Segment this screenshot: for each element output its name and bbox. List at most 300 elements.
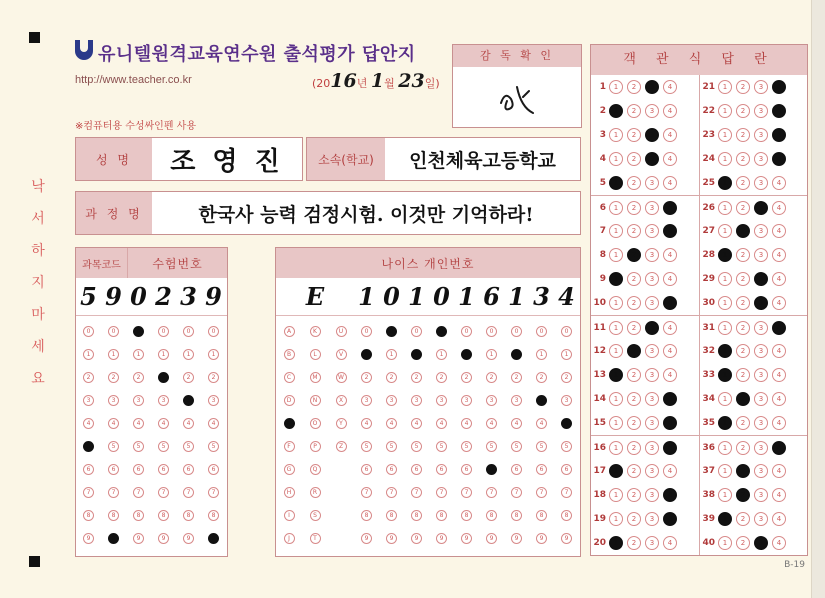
answer-bubble[interactable]: 1 (718, 416, 732, 430)
answer-bubble[interactable]: 2 (627, 224, 641, 238)
letter-bubble[interactable]: X (336, 395, 347, 406)
answer-bubble[interactable]: 1 (609, 441, 623, 455)
digit-bubble[interactable]: 4 (133, 418, 144, 429)
digit-bubble[interactable]: 5 (411, 441, 422, 452)
digit-bubble[interactable]: 3 (486, 395, 497, 406)
answer-bubble[interactable]: 2 (736, 296, 750, 310)
digit-bubble[interactable]: 2 (361, 372, 372, 383)
answer-bubble[interactable]: 2 (736, 176, 750, 190)
digit-bubble[interactable]: 4 (158, 418, 169, 429)
answer-bubble[interactable]: 2 (627, 272, 641, 286)
digit-bubble[interactable]: 2 (411, 372, 422, 383)
answer-bubble[interactable]: 4 (772, 128, 786, 142)
letter-bubble[interactable]: D (284, 395, 295, 406)
answer-bubble[interactable]: 3 (645, 488, 659, 502)
answer-bubble[interactable]: 4 (772, 344, 786, 358)
digit-bubble[interactable]: 7 (361, 487, 372, 498)
digit-bubble[interactable]: 7 (83, 487, 94, 498)
digit-bubble[interactable]: 3 (158, 395, 169, 406)
answer-bubble[interactable]: 4 (663, 176, 677, 190)
answer-bubble[interactable]: 4 (663, 224, 677, 238)
digit-bubble[interactable]: 3 (436, 395, 447, 406)
digit-bubble[interactable]: 6 (183, 464, 194, 475)
answer-bubble[interactable]: 3 (754, 80, 768, 94)
answer-bubble[interactable]: 4 (663, 104, 677, 118)
answer-bubble[interactable]: 3 (754, 224, 768, 238)
answer-bubble[interactable]: 4 (772, 488, 786, 502)
answer-bubble[interactable]: 4 (663, 536, 677, 550)
letter-bubble[interactable]: W (336, 372, 347, 383)
digit-bubble[interactable]: 4 (386, 418, 397, 429)
digit-bubble[interactable]: 0 (511, 326, 522, 337)
answer-bubble[interactable]: 3 (754, 344, 768, 358)
digit-bubble[interactable]: 4 (436, 418, 447, 429)
digit-bubble[interactable]: 2 (158, 372, 169, 383)
digit-bubble[interactable]: 4 (108, 418, 119, 429)
answer-bubble[interactable]: 2 (736, 416, 750, 430)
digit-bubble[interactable]: 9 (83, 533, 94, 544)
answer-bubble[interactable]: 1 (718, 296, 732, 310)
answer-bubble[interactable]: 2 (627, 368, 641, 382)
letter-bubble[interactable]: C (284, 372, 295, 383)
digit-bubble[interactable]: 1 (83, 349, 94, 360)
digit-bubble[interactable]: 0 (361, 326, 372, 337)
answer-bubble[interactable]: 1 (609, 368, 623, 382)
answer-bubble[interactable]: 1 (609, 464, 623, 478)
digit-bubble[interactable]: 8 (536, 510, 547, 521)
letter-bubble[interactable]: M (310, 372, 321, 383)
answer-bubble[interactable]: 2 (627, 344, 641, 358)
answer-bubble[interactable]: 2 (736, 321, 750, 335)
answer-bubble[interactable]: 4 (772, 201, 786, 215)
answer-bubble[interactable]: 1 (609, 176, 623, 190)
digit-bubble[interactable]: 5 (386, 441, 397, 452)
digit-bubble[interactable]: 7 (486, 487, 497, 498)
digit-bubble[interactable]: 7 (461, 487, 472, 498)
letter-bubble[interactable]: Q (310, 464, 321, 475)
digit-bubble[interactable]: 6 (411, 464, 422, 475)
digit-bubble[interactable]: 2 (436, 372, 447, 383)
digit-bubble[interactable]: 0 (561, 326, 572, 337)
answer-bubble[interactable]: 3 (645, 296, 659, 310)
answer-bubble[interactable]: 1 (609, 224, 623, 238)
digit-bubble[interactable]: 5 (486, 441, 497, 452)
digit-bubble[interactable]: 3 (361, 395, 372, 406)
answer-bubble[interactable]: 3 (754, 201, 768, 215)
digit-bubble[interactable]: 0 (386, 326, 397, 337)
digit-bubble[interactable]: 4 (486, 418, 497, 429)
answer-bubble[interactable]: 4 (663, 128, 677, 142)
digit-bubble[interactable]: 0 (536, 326, 547, 337)
digit-bubble[interactable]: 9 (386, 533, 397, 544)
digit-bubble[interactable]: 3 (108, 395, 119, 406)
digit-bubble[interactable]: 0 (183, 326, 194, 337)
digit-bubble[interactable]: 8 (83, 510, 94, 521)
answer-bubble[interactable]: 4 (772, 80, 786, 94)
answer-bubble[interactable]: 4 (663, 152, 677, 166)
digit-bubble[interactable]: 2 (83, 372, 94, 383)
answer-bubble[interactable]: 2 (736, 441, 750, 455)
digit-bubble[interactable]: 3 (561, 395, 572, 406)
answer-bubble[interactable]: 1 (718, 441, 732, 455)
name-field[interactable] (75, 137, 303, 181)
answer-bubble[interactable]: 4 (772, 368, 786, 382)
digit-bubble[interactable]: 6 (133, 464, 144, 475)
digit-bubble[interactable]: 6 (461, 464, 472, 475)
digit-bubble[interactable]: 8 (208, 510, 219, 521)
answer-bubble[interactable]: 3 (645, 344, 659, 358)
answer-bubble[interactable]: 4 (772, 176, 786, 190)
digit-bubble[interactable]: 8 (133, 510, 144, 521)
digit-bubble[interactable]: 1 (386, 349, 397, 360)
letter-bubble[interactable]: K (310, 326, 321, 337)
digit-bubble[interactable]: 4 (511, 418, 522, 429)
letter-bubble[interactable]: F (284, 441, 295, 452)
answer-bubble[interactable]: 3 (645, 201, 659, 215)
digit-bubble[interactable]: 9 (183, 533, 194, 544)
answer-bubble[interactable]: 1 (718, 392, 732, 406)
digit-bubble[interactable]: 8 (386, 510, 397, 521)
digit-bubble[interactable]: 5 (108, 441, 119, 452)
answer-bubble[interactable]: 1 (609, 80, 623, 94)
answer-bubble[interactable]: 2 (627, 416, 641, 430)
digit-bubble[interactable]: 5 (158, 441, 169, 452)
answer-bubble[interactable]: 2 (627, 176, 641, 190)
digit-bubble[interactable]: 5 (536, 441, 547, 452)
digit-bubble[interactable]: 7 (411, 487, 422, 498)
answer-bubble[interactable]: 2 (627, 201, 641, 215)
answer-bubble[interactable]: 2 (736, 464, 750, 478)
answer-bubble[interactable]: 3 (754, 104, 768, 118)
answer-bubble[interactable]: 1 (718, 272, 732, 286)
digit-bubble[interactable]: 6 (486, 464, 497, 475)
answer-bubble[interactable]: 1 (609, 512, 623, 526)
digit-bubble[interactable]: 9 (461, 533, 472, 544)
letter-bubble[interactable]: R (310, 487, 321, 498)
digit-bubble[interactable]: 5 (436, 441, 447, 452)
digit-bubble[interactable]: 3 (386, 395, 397, 406)
digit-bubble[interactable]: 5 (183, 441, 194, 452)
answer-bubble[interactable]: 2 (627, 512, 641, 526)
digit-bubble[interactable]: 2 (561, 372, 572, 383)
answer-bubble[interactable]: 4 (663, 321, 677, 335)
answer-bubble[interactable]: 3 (645, 536, 659, 550)
answer-bubble[interactable]: 4 (772, 224, 786, 238)
answer-bubble[interactable]: 1 (718, 128, 732, 142)
digit-bubble[interactable]: 2 (133, 372, 144, 383)
digit-bubble[interactable]: 6 (561, 464, 572, 475)
digit-bubble[interactable]: 7 (208, 487, 219, 498)
digit-bubble[interactable]: 2 (208, 372, 219, 383)
letter-bubble[interactable]: A (284, 326, 295, 337)
digit-bubble[interactable]: 1 (436, 349, 447, 360)
answer-bubble[interactable]: 3 (754, 176, 768, 190)
answer-bubble[interactable]: 2 (736, 536, 750, 550)
digit-bubble[interactable]: 7 (183, 487, 194, 498)
letter-bubble[interactable]: G (284, 464, 295, 475)
letter-bubble[interactable]: T (310, 533, 321, 544)
answer-bubble[interactable]: 3 (645, 224, 659, 238)
digit-bubble[interactable]: 7 (108, 487, 119, 498)
answer-bubble[interactable]: 2 (736, 248, 750, 262)
answer-bubble[interactable]: 1 (718, 321, 732, 335)
answer-bubble[interactable]: 2 (627, 152, 641, 166)
digit-bubble[interactable]: 5 (133, 441, 144, 452)
digit-bubble[interactable]: 3 (133, 395, 144, 406)
digit-bubble[interactable]: 8 (411, 510, 422, 521)
answer-bubble[interactable]: 4 (663, 464, 677, 478)
digit-bubble[interactable]: 4 (461, 418, 472, 429)
answer-bubble[interactable]: 4 (772, 441, 786, 455)
answer-bubble[interactable]: 2 (736, 152, 750, 166)
digit-bubble[interactable]: 3 (208, 395, 219, 406)
digit-bubble[interactable]: 1 (461, 349, 472, 360)
answer-bubble[interactable]: 3 (645, 368, 659, 382)
answer-bubble[interactable]: 1 (718, 536, 732, 550)
digit-bubble[interactable]: 9 (486, 533, 497, 544)
answer-bubble[interactable]: 3 (645, 80, 659, 94)
digit-bubble[interactable]: 6 (536, 464, 547, 475)
digit-bubble[interactable]: 2 (461, 372, 472, 383)
digit-bubble[interactable]: 6 (83, 464, 94, 475)
answer-bubble[interactable]: 4 (772, 416, 786, 430)
digit-bubble[interactable]: 1 (486, 349, 497, 360)
answer-bubble[interactable]: 3 (645, 176, 659, 190)
date-month[interactable]: 1 (370, 70, 385, 92)
answer-bubble[interactable]: 4 (772, 248, 786, 262)
answer-bubble[interactable]: 3 (754, 441, 768, 455)
digit-bubble[interactable]: 9 (208, 533, 219, 544)
digit-bubble[interactable]: 0 (83, 326, 94, 337)
digit-bubble[interactable]: 1 (561, 349, 572, 360)
answer-bubble[interactable]: 2 (627, 104, 641, 118)
date-day[interactable]: 23 (398, 70, 425, 92)
answer-bubble[interactable]: 2 (627, 248, 641, 262)
answer-bubble[interactable]: 4 (772, 272, 786, 286)
digit-bubble[interactable]: 0 (133, 326, 144, 337)
digit-bubble[interactable]: 9 (436, 533, 447, 544)
answer-bubble[interactable]: 1 (718, 344, 732, 358)
answer-bubble[interactable]: 1 (718, 104, 732, 118)
digit-bubble[interactable]: 3 (511, 395, 522, 406)
answer-bubble[interactable]: 4 (663, 512, 677, 526)
digit-bubble[interactable]: 0 (108, 326, 119, 337)
digit-bubble[interactable]: 8 (511, 510, 522, 521)
answer-bubble[interactable]: 3 (754, 536, 768, 550)
answer-bubble[interactable]: 1 (718, 80, 732, 94)
digit-bubble[interactable]: 1 (536, 349, 547, 360)
answer-bubble[interactable]: 1 (718, 152, 732, 166)
digit-bubble[interactable]: 2 (386, 372, 397, 383)
answer-bubble[interactable]: 4 (663, 368, 677, 382)
answer-bubble[interactable]: 3 (645, 272, 659, 286)
digit-bubble[interactable]: 5 (511, 441, 522, 452)
letter-bubble[interactable]: V (336, 349, 347, 360)
digit-bubble[interactable]: 8 (108, 510, 119, 521)
answer-bubble[interactable]: 4 (663, 272, 677, 286)
digit-bubble[interactable]: 8 (158, 510, 169, 521)
digit-bubble[interactable]: 1 (133, 349, 144, 360)
answer-bubble[interactable]: 3 (754, 128, 768, 142)
answer-bubble[interactable]: 1 (609, 344, 623, 358)
answer-bubble[interactable]: 4 (663, 416, 677, 430)
letter-bubble[interactable]: H (284, 487, 295, 498)
digit-bubble[interactable]: 6 (386, 464, 397, 475)
digit-bubble[interactable]: 2 (108, 372, 119, 383)
answer-bubble[interactable]: 1 (609, 104, 623, 118)
answer-bubble[interactable]: 4 (772, 104, 786, 118)
digit-bubble[interactable]: 5 (83, 441, 94, 452)
answer-bubble[interactable]: 4 (663, 248, 677, 262)
answer-bubble[interactable]: 4 (772, 321, 786, 335)
answer-bubble[interactable]: 1 (609, 248, 623, 262)
digit-bubble[interactable]: 3 (83, 395, 94, 406)
answer-bubble[interactable]: 3 (645, 321, 659, 335)
school-field[interactable] (306, 137, 581, 181)
digit-bubble[interactable]: 4 (183, 418, 194, 429)
digit-bubble[interactable]: 6 (158, 464, 169, 475)
digit-bubble[interactable]: 1 (361, 349, 372, 360)
answer-bubble[interactable]: 1 (718, 512, 732, 526)
digit-bubble[interactable]: 7 (133, 487, 144, 498)
letter-bubble[interactable]: B (284, 349, 295, 360)
answer-bubble[interactable]: 4 (772, 512, 786, 526)
digit-bubble[interactable]: 2 (536, 372, 547, 383)
digit-bubble[interactable]: 6 (208, 464, 219, 475)
answer-bubble[interactable]: 2 (627, 321, 641, 335)
answer-bubble[interactable]: 3 (754, 464, 768, 478)
answer-bubble[interactable]: 3 (754, 416, 768, 430)
answer-bubble[interactable]: 1 (609, 536, 623, 550)
digit-bubble[interactable]: 8 (461, 510, 472, 521)
letter-bubble[interactable]: L (310, 349, 321, 360)
answer-bubble[interactable]: 4 (663, 392, 677, 406)
letter-bubble[interactable]: S (310, 510, 321, 521)
answer-bubble[interactable]: 1 (718, 488, 732, 502)
digit-bubble[interactable]: 1 (108, 349, 119, 360)
letter-bubble[interactable]: U (336, 326, 347, 337)
answer-bubble[interactable]: 3 (645, 248, 659, 262)
letter-bubble[interactable]: N (310, 395, 321, 406)
digit-bubble[interactable]: 6 (361, 464, 372, 475)
digit-bubble[interactable]: 0 (208, 326, 219, 337)
digit-bubble[interactable]: 8 (561, 510, 572, 521)
digit-bubble[interactable]: 9 (561, 533, 572, 544)
digit-bubble[interactable]: 7 (511, 487, 522, 498)
answer-bubble[interactable]: 3 (645, 104, 659, 118)
answer-bubble[interactable]: 2 (736, 80, 750, 94)
answer-bubble[interactable]: 1 (718, 368, 732, 382)
answer-bubble[interactable]: 1 (609, 392, 623, 406)
digit-bubble[interactable]: 1 (183, 349, 194, 360)
answer-bubble[interactable]: 1 (718, 176, 732, 190)
digit-bubble[interactable]: 9 (536, 533, 547, 544)
digit-bubble[interactable]: 7 (536, 487, 547, 498)
answer-bubble[interactable]: 3 (645, 128, 659, 142)
digit-bubble[interactable]: 4 (411, 418, 422, 429)
answer-bubble[interactable]: 3 (754, 392, 768, 406)
letter-bubble[interactable]: O (310, 418, 321, 429)
answer-bubble[interactable]: 3 (645, 441, 659, 455)
digit-bubble[interactable]: 6 (108, 464, 119, 475)
answer-bubble[interactable]: 3 (645, 416, 659, 430)
answer-bubble[interactable]: 2 (736, 512, 750, 526)
letter-bubble[interactable]: E (284, 418, 295, 429)
answer-bubble[interactable]: 2 (736, 128, 750, 142)
answer-bubble[interactable]: 1 (609, 296, 623, 310)
answer-bubble[interactable]: 4 (663, 488, 677, 502)
digit-bubble[interactable]: 4 (561, 418, 572, 429)
digit-bubble[interactable]: 9 (158, 533, 169, 544)
answer-bubble[interactable]: 3 (645, 464, 659, 478)
answer-bubble[interactable]: 3 (754, 248, 768, 262)
digit-bubble[interactable]: 7 (436, 487, 447, 498)
answer-bubble[interactable]: 4 (772, 152, 786, 166)
digit-bubble[interactable]: 1 (411, 349, 422, 360)
answer-bubble[interactable]: 3 (754, 368, 768, 382)
digit-bubble[interactable]: 2 (511, 372, 522, 383)
letter-bubble[interactable]: Z (336, 441, 347, 452)
answer-bubble[interactable]: 3 (754, 512, 768, 526)
answer-bubble[interactable]: 3 (754, 152, 768, 166)
digit-bubble[interactable]: 1 (158, 349, 169, 360)
digit-bubble[interactable]: 0 (461, 326, 472, 337)
answer-bubble[interactable]: 2 (736, 224, 750, 238)
letter-bubble[interactable]: I (284, 510, 295, 521)
answer-bubble[interactable]: 2 (627, 128, 641, 142)
answer-bubble[interactable]: 1 (718, 224, 732, 238)
digit-bubble[interactable]: 7 (158, 487, 169, 498)
answer-bubble[interactable]: 2 (627, 296, 641, 310)
answer-bubble[interactable]: 1 (609, 416, 623, 430)
answer-bubble[interactable]: 4 (772, 536, 786, 550)
answer-bubble[interactable]: 1 (718, 464, 732, 478)
digit-bubble[interactable]: 3 (411, 395, 422, 406)
answer-bubble[interactable]: 2 (627, 536, 641, 550)
answer-bubble[interactable]: 3 (754, 272, 768, 286)
answer-bubble[interactable]: 3 (754, 488, 768, 502)
digit-bubble[interactable]: 4 (361, 418, 372, 429)
digit-bubble[interactable]: 5 (208, 441, 219, 452)
digit-bubble[interactable]: 4 (83, 418, 94, 429)
digit-bubble[interactable]: 7 (561, 487, 572, 498)
digit-bubble[interactable]: 4 (208, 418, 219, 429)
digit-bubble[interactable]: 3 (536, 395, 547, 406)
digit-bubble[interactable]: 7 (386, 487, 397, 498)
digit-bubble[interactable]: 5 (561, 441, 572, 452)
digit-bubble[interactable]: 3 (461, 395, 472, 406)
digit-bubble[interactable]: 0 (436, 326, 447, 337)
answer-bubble[interactable]: 2 (736, 104, 750, 118)
answer-bubble[interactable]: 1 (609, 128, 623, 142)
course-field[interactable] (75, 191, 581, 235)
digit-bubble[interactable]: 9 (133, 533, 144, 544)
answer-bubble[interactable]: 2 (736, 344, 750, 358)
digit-bubble[interactable]: 6 (511, 464, 522, 475)
answer-bubble[interactable]: 4 (772, 464, 786, 478)
answer-bubble[interactable]: 1 (718, 248, 732, 262)
letter-bubble[interactable]: P (310, 441, 321, 452)
digit-bubble[interactable]: 1 (208, 349, 219, 360)
answer-bubble[interactable]: 1 (609, 488, 623, 502)
digit-bubble[interactable]: 0 (486, 326, 497, 337)
digit-bubble[interactable]: 5 (361, 441, 372, 452)
answer-bubble[interactable]: 2 (627, 392, 641, 406)
answer-bubble[interactable]: 3 (645, 152, 659, 166)
answer-bubble[interactable]: 1 (718, 201, 732, 215)
answer-bubble[interactable]: 3 (754, 296, 768, 310)
answer-bubble[interactable]: 3 (754, 321, 768, 335)
